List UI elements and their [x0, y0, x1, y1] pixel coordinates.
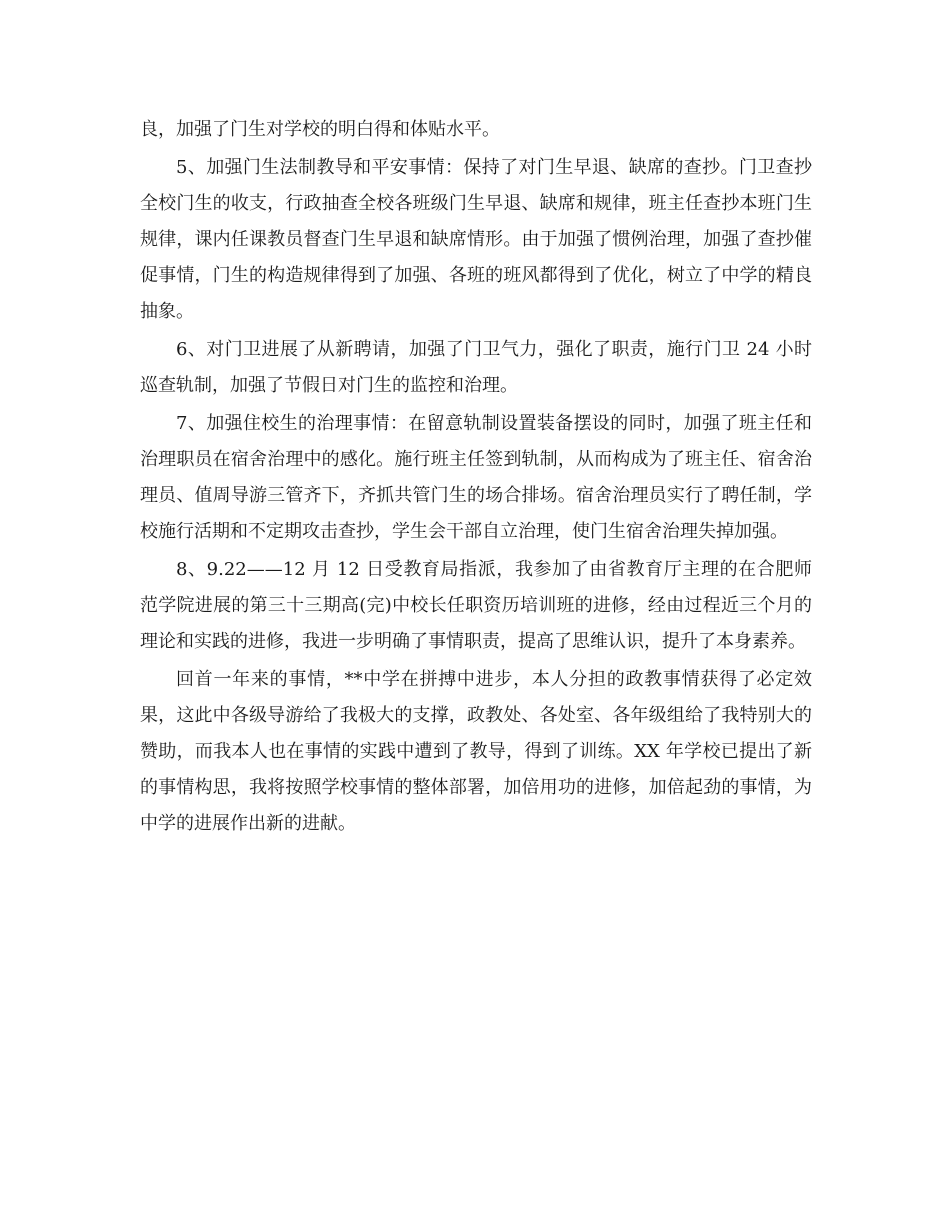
paragraph-5-legal-safety: 5、加强门生法制教导和平安事情：保持了对门生早退、缺席的查抄。门卫查抄全校门生的收支，行政抽查全校各班级门生早退、缺席和规律，班主任查抄本班门生规律，课内任课教员督查门生早退和缺席情形。由于加强了惯例治理，加强了查抄催促事情，门生的构造规律得到了加强、各班的班风都得到了优化，树立了中学的精良抽象。 — [140, 157, 812, 322]
paragraph-7-dormitory: 7、加强住校生的治理事情：在留意轨制设置装备摆设的同时，加强了班主任和治理职员在宿舍治理中的感化。施行班主任签到轨制，从而构成为了班主任、宿舍治理员、值周导游三管齐下，齐抓共管门生的场合排场。宿舍治理员实行了聘任制，学校施行活期和不定期攻击查抄，学生会干部自立治理，使门生宿舍治理失掉加强。 — [140, 413, 812, 542]
paragraph-6-guards: 6、对门卫进展了从新聘请，加强了门卫气力，强化了职责，施行门卫 24 小时巡查轨制，加强了节假日对门生的监控和治理。 — [140, 339, 812, 396]
paragraph-8-training: 8、9.22——12 月 12 日受教育局指派，我参加了由省教育厅主理的在合肥师范学院进展的第三十三期高(完)中校长任职资历培训班的进修，经由过程近三个月的理论和实践的进修，我进一步明确了事情职责，提高了思维认识，提升了本身素养。 — [140, 559, 812, 652]
document-body — [140, 112, 812, 844]
paragraph-summary: 回首一年来的事情，**中学在拼搏中进步，本人分担的政教事情获得了必定效果，这此中各级导游给了我极大的支撑，政教处、各处室、各年级组给了我特别大的赞助，而我本人也在事情的实践中遭到了教导，得到了训练。XX 年学校已提出了新的事情构思，我将按照学校事情的整体部署，加倍用功的进修，加倍起劲的事情，为中学的进展作出新的进献。 — [140, 669, 812, 834]
paragraph-continued: 良，加强了门生对学校的明白得和体贴水平。 — [140, 119, 500, 140]
